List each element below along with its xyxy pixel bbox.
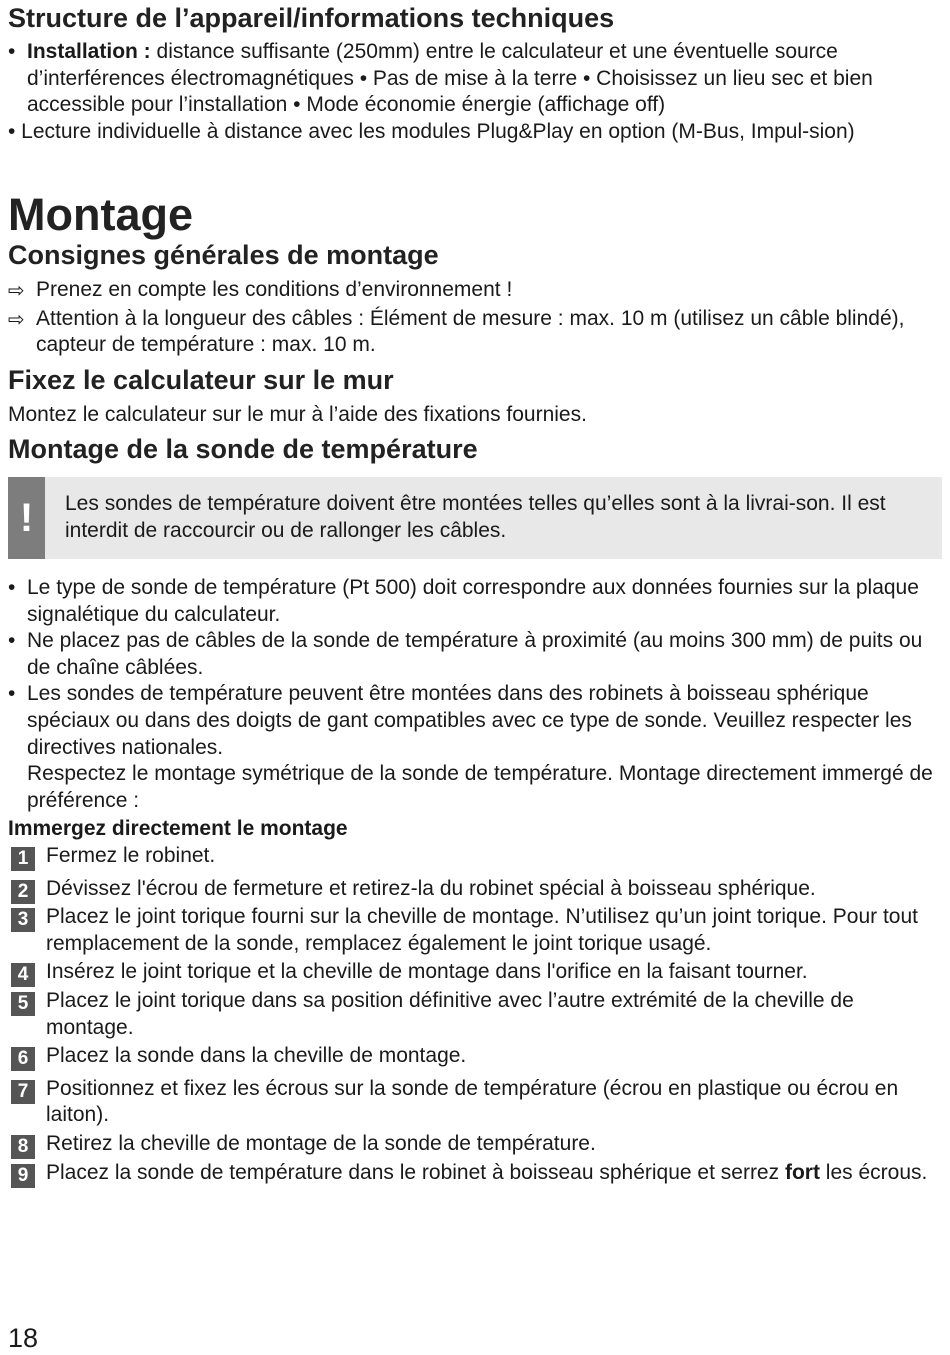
step-text: Fermez le robinet. bbox=[46, 844, 216, 867]
page-number: 18 bbox=[8, 1323, 39, 1353]
step-6 bbox=[8, 1043, 942, 1070]
sensor-mount-heading: Montage de la sonde de température bbox=[8, 434, 478, 464]
general-instructions-heading: Consignes générales de montage bbox=[8, 240, 439, 270]
step-7 bbox=[8, 1076, 942, 1129]
wall-mount-heading: Fixez le calculateur sur le mur bbox=[8, 365, 394, 395]
step-number: 6 bbox=[11, 1047, 35, 1071]
step-text-end: les écrous. bbox=[819, 1160, 928, 1184]
general-item-text: Prenez en compte les conditions d’environnement ! bbox=[36, 278, 513, 301]
general-instructions-list bbox=[8, 277, 942, 359]
step-number: 1 bbox=[11, 847, 35, 871]
step-number: 8 bbox=[11, 1135, 35, 1159]
sensor-bullet-text: Ne placez pas de câbles de la sonde de température à proximité (au moins 300 mm) de puits ou de chaîne câblées. bbox=[27, 629, 923, 679]
sensor-bullet-text: Le type de sonde de température (Pt 500) doit correspondre aux données fournies sur la plaque signalétique du calculateur. bbox=[27, 576, 919, 626]
step-text: Positionnez et fixez les écrous sur la sonde de température (écrou en plastique ou écrou en laiton). bbox=[46, 1076, 899, 1127]
step-number: 2 bbox=[11, 880, 35, 904]
wall-mount-text: Montez le calculateur sur le mur à l’aide des fixations fournies. bbox=[8, 403, 587, 426]
installation-text: distance suffisante (250mm) entre le calculateur et une éventuelle source d’interférences électromagnétiques • Pas de mise à la terre • Choisissez un lieu sec et bien accessible pour l’installation • Mode économie énergie (affichage off) bbox=[27, 40, 873, 117]
step-1 bbox=[8, 843, 942, 870]
warning-note-text: Les sondes de température doivent être montées telles qu’elles sont à la livrai-son. Il est interdit de raccourcir ou de rallonger les câbles. bbox=[65, 492, 886, 542]
sensor-bullet bbox=[8, 575, 942, 628]
step-4 bbox=[8, 959, 942, 986]
step-number: 3 bbox=[11, 908, 35, 932]
step-8 bbox=[8, 1131, 942, 1158]
installation-bullet bbox=[8, 39, 942, 119]
warning-note bbox=[8, 477, 942, 559]
step-5 bbox=[8, 988, 942, 1041]
step-2 bbox=[8, 876, 942, 903]
bullet-dot: • bbox=[8, 682, 16, 706]
step-9 bbox=[8, 1160, 942, 1187]
montage-title: Montage bbox=[8, 189, 193, 240]
step-number: 7 bbox=[11, 1080, 35, 1104]
installation-label: Installation : bbox=[27, 40, 151, 63]
step-text-bold: fort bbox=[784, 1160, 820, 1184]
exclamation-icon: ! bbox=[8, 477, 45, 559]
arrow-right-icon: ⇨ bbox=[8, 280, 25, 302]
sensor-bullet bbox=[8, 628, 942, 681]
step-number: 4 bbox=[11, 963, 35, 987]
step-text: Dévissez l'écrou de fermeture et retirez-la du robinet spécial à boisseau sphérique. bbox=[46, 876, 816, 900]
bullet-dot: • bbox=[8, 629, 16, 653]
general-item-text: Attention à la longueur des câbles : Élément de mesure : max. 10 m (utilisez un câble blindé), capteur de température : max. 10 m. bbox=[36, 306, 905, 357]
tech-info-heading: Structure de l’appareil/informations techniques bbox=[8, 3, 615, 33]
mounting-steps bbox=[8, 843, 942, 1186]
sensor-bullet-text: Les sondes de température peuvent être montées dans des robinets à boisseau sphérique spéciaux ou dans des doigts de gant compatibles avec ce type de sonde. Veuillez respecter les directives nationales. bbox=[27, 682, 912, 759]
step-number: 5 bbox=[11, 992, 35, 1016]
bullet-dot: • bbox=[8, 576, 16, 599]
tech-info-block bbox=[8, 39, 942, 145]
step-text-start: Placez la sonde de température dans le robinet à boisseau sphérique et serrez bbox=[46, 1160, 785, 1184]
symmetric-mount-text: Respectez le montage symétrique de la sonde de température. Montage directement immergé de préférence : bbox=[27, 762, 933, 812]
remote-reading-text: • Lecture individuelle à distance avec les modules Plug&Play en option (M-Bus, Impul-sion) bbox=[8, 119, 855, 143]
step-text: Placez le joint torique fourni sur la cheville de montage. N’utilisez qu’un joint torique. Pour tout remplacement de la sonde, remplacez également le joint torique usagé. bbox=[46, 905, 918, 955]
arrow-right-icon: ⇨ bbox=[8, 308, 25, 331]
step-text: Retirez la cheville de montage de la sonde de température. bbox=[46, 1131, 596, 1155]
step-3 bbox=[8, 904, 942, 957]
step-text: Placez la sonde dans la cheville de montage. bbox=[46, 1044, 467, 1068]
bullet-dot: • bbox=[8, 40, 16, 63]
sensor-bullets bbox=[8, 575, 942, 814]
step-number: 9 bbox=[11, 1164, 35, 1188]
step-text: Placez le joint torique dans sa position définitive avec l’autre extrémité de la cheville de montage. bbox=[46, 988, 854, 1039]
general-item bbox=[8, 277, 942, 304]
general-item bbox=[8, 306, 942, 359]
sensor-bullet bbox=[8, 681, 942, 814]
step-text: Insérez le joint torique et la cheville de montage dans l'orifice en la faisant tourner. bbox=[46, 960, 808, 984]
immerse-heading: Immergez directement le montage bbox=[8, 817, 348, 840]
